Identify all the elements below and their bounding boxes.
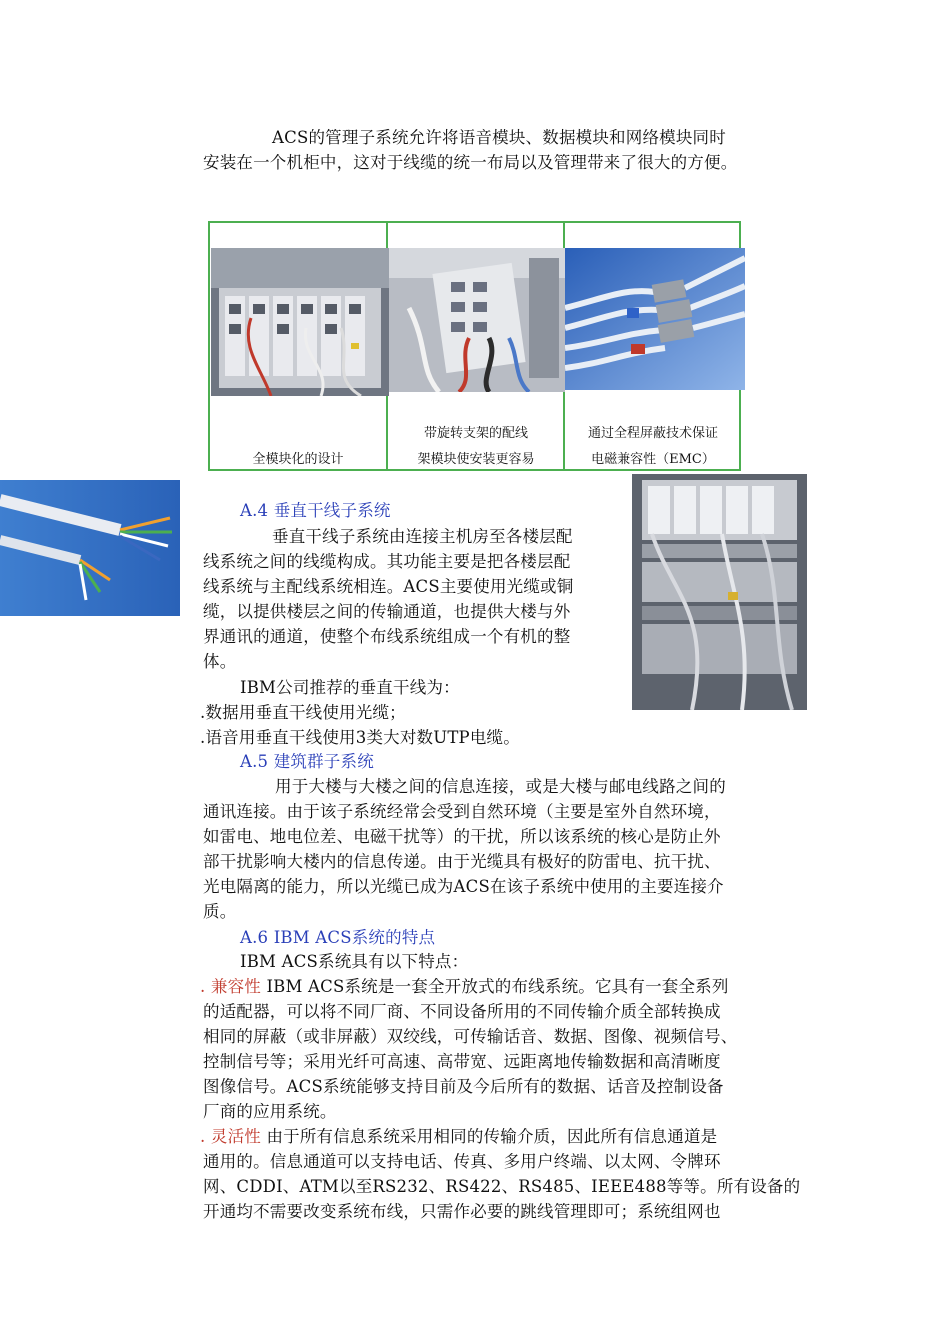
flex-first-line	[200, 1125, 717, 1150]
a4-line: 垂直干线子系统由连接主机房至各楼层配	[272, 527, 573, 546]
a5-line: 用于大楼与大楼之间的信息连接，或是大楼与邮电线路之间的	[275, 777, 726, 796]
a4-line: 缆，以提供楼层之间的传输通道，也提供大楼与外	[203, 602, 571, 621]
flex-text: 由于所有信息系统采用相同的传输介质，因此所有信息通道是	[261, 1127, 718, 1146]
compat-line: 控制信号等；采用光纤可高速、高带宽、远距离地传输数据和高清晰度	[203, 1052, 721, 1071]
a5-line: 如雷电、地电位差、电磁干扰等）的干扰，所以该系统的核心是防止外	[203, 827, 721, 846]
photo-modular-panel	[211, 248, 389, 396]
photo-rotating-rack	[389, 248, 565, 392]
compat-line: 相同的屏蔽（或非屏蔽）双绞线，可传输话音、数据、图像、视频信号、	[203, 1027, 738, 1046]
caption-line: 通过全程屏蔽技术保证	[587, 426, 718, 441]
compat-line: 的适配器，可以将不同厂商、不同设备所用的不同传输介质全部转换成	[203, 1002, 721, 1021]
compat-line: 图像信号。ACS系统能够支持目前及今后所有的数据、话音及控制设备	[203, 1077, 724, 1096]
photo-shielded-connectors	[565, 248, 745, 390]
cell-caption-rotating-rack	[388, 421, 564, 473]
flex-line: 网、CDDI、ATM以至RS232、RS422、RS485、IEEE488等等。所有设备的	[203, 1177, 801, 1196]
flex-line: 开通均不需要改变系统布线，只需作必要的跳线管理即可；系统组网也	[203, 1202, 721, 1221]
a4-recommend: IBM公司推荐的垂直干线为：	[240, 678, 460, 697]
intro-line-1: ACS的管理子系统允许将语音模块、数据模块和网络模块同时	[272, 128, 726, 147]
a4-bullet: .数据用垂直干线使用光缆；	[200, 703, 406, 722]
a4-line: 线系统与主配线系统相连。ACS主要使用光缆或铜	[203, 577, 574, 596]
a5-line: 质。	[203, 902, 237, 921]
caption-line: 带旋转支架的配线	[423, 426, 528, 441]
a5-line: 通讯连接。由于该子系统经常会受到自然环境（主要是室外自然环境，	[203, 802, 721, 821]
a6-intro: IBM ACS系统具有以下特点：	[240, 952, 469, 971]
cell-caption-modular	[210, 447, 386, 473]
a5-line: 部干扰影响大楼内的信息传递。由于光缆具有极好的防雷电、抗干扰、	[203, 852, 721, 871]
a5-line: 光电隔离的能力，所以光缆已成为ACS在该子系统中使用的主要连接介	[203, 877, 724, 896]
compat-line: 厂商的应用系统。	[203, 1102, 337, 1121]
flex-line: 通用的。信息通道可以支持电话、传真、多用户终端、以太网、令牌环	[203, 1152, 721, 1171]
a4-line: 界通讯的通道，使整个布线系统组成一个有机的整	[203, 627, 571, 646]
photo-rack-cabinet	[632, 474, 807, 710]
heading-a5: A.5 建筑群子系统	[240, 752, 374, 771]
cell-caption-emc	[565, 421, 741, 473]
compat-label: . 兼容性	[200, 977, 261, 996]
heading-a4: A.4 垂直干线子系统	[240, 501, 391, 520]
a4-line: 体。	[203, 652, 237, 671]
heading-a6: A.6 IBM ACS系统的特点	[240, 928, 436, 947]
photo-cable-bundle	[0, 480, 180, 616]
a4-bullet: .语音用垂直干线使用3类大对数UTP电缆。	[200, 728, 520, 747]
a4-line: 线系统之间的线缆构成。其功能主要是把各楼层配	[203, 552, 571, 571]
compat-first-line	[200, 975, 729, 1000]
caption-line: 全模块化的设计	[252, 452, 344, 467]
caption-line: 架模块使安装更容易	[417, 452, 535, 467]
intro-line-2: 安装在一个机柜中，这对于线缆的统一布局以及管理带来了很大的方便。	[203, 153, 738, 172]
caption-line: 电磁兼容性（EMC）	[591, 452, 715, 467]
compat-text: IBM ACS系统是一套全开放式的布线系统。它具有一套全系列	[261, 977, 729, 996]
flex-label: . 灵活性	[200, 1127, 261, 1146]
